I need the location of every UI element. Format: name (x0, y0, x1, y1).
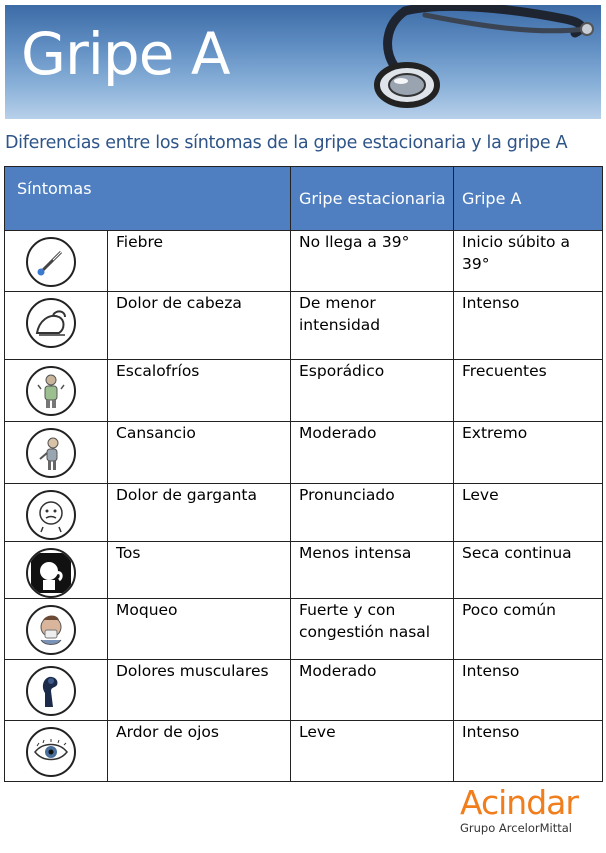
stethoscope-icon (365, 5, 601, 119)
table-row (5, 360, 603, 422)
table-row (5, 542, 603, 599)
subtitle: Diferencias entre los síntomas de la gripe estacionaria y la gripe A (5, 133, 568, 153)
flu-a-value: Seca continua (454, 542, 603, 599)
table-row (5, 721, 603, 782)
seasonal-value: Leve (291, 721, 454, 782)
table-row (5, 660, 603, 721)
eye-icon (26, 727, 76, 777)
symptom-name: Ardor de ojos (108, 721, 291, 782)
flu-a-value: Poco común (454, 599, 603, 660)
seasonal-value: No llega a 39° (291, 231, 454, 292)
header-banner (5, 5, 601, 119)
runny-nose-icon (26, 605, 76, 655)
header-seasonal: Gripe estacionaria (291, 167, 454, 231)
table-header-row (5, 167, 603, 231)
header-flu-a: Gripe A (454, 167, 603, 231)
cough-icon (26, 548, 76, 598)
symptom-name: Dolores musculares (108, 660, 291, 721)
table-row (5, 422, 603, 484)
symptom-name: Cansancio (108, 422, 291, 484)
symptom-name: Moqueo (108, 599, 291, 660)
table-row (5, 292, 603, 360)
flu-a-value: Extremo (454, 422, 603, 484)
thermometer-icon (26, 237, 76, 287)
symptom-name: Fiebre (108, 231, 291, 292)
headache-icon (26, 298, 76, 348)
logo-tagline: Grupo ArcelorMittal (460, 821, 572, 835)
muscle-icon (26, 666, 76, 716)
acindar-logo (460, 783, 600, 835)
table-row (5, 599, 603, 660)
seasonal-value: Esporádico (291, 360, 454, 422)
flu-a-value: Inicio súbito a 39° (454, 231, 603, 292)
symptoms-table (4, 166, 603, 782)
flu-a-value: Frecuentes (454, 360, 603, 422)
tired-person-icon (26, 428, 76, 478)
symptom-name: Dolor de garganta (108, 484, 291, 542)
header-symptoms: Síntomas (5, 167, 291, 231)
flu-a-value: Intenso (454, 721, 603, 782)
seasonal-value: Pronunciado (291, 484, 454, 542)
table-row (5, 484, 603, 542)
symptom-name: Tos (108, 542, 291, 599)
seasonal-value: De menor intensidad (291, 292, 454, 360)
seasonal-value: Moderado (291, 660, 454, 721)
seasonal-value: Menos intensa (291, 542, 454, 599)
symptom-name: Dolor de cabeza (108, 292, 291, 360)
page-title: Gripe A (21, 20, 230, 88)
flu-a-value: Intenso (454, 292, 603, 360)
seasonal-value: Moderado (291, 422, 454, 484)
flu-a-value: Intenso (454, 660, 603, 721)
symptom-name: Escalofríos (108, 360, 291, 422)
flu-a-value: Leve (454, 484, 603, 542)
seasonal-value: Fuerte y con congestión nasal (291, 599, 454, 660)
chills-icon (26, 366, 76, 416)
logo-name: Acindar (460, 783, 578, 822)
table-row (5, 231, 603, 292)
sore-throat-icon (26, 490, 76, 540)
